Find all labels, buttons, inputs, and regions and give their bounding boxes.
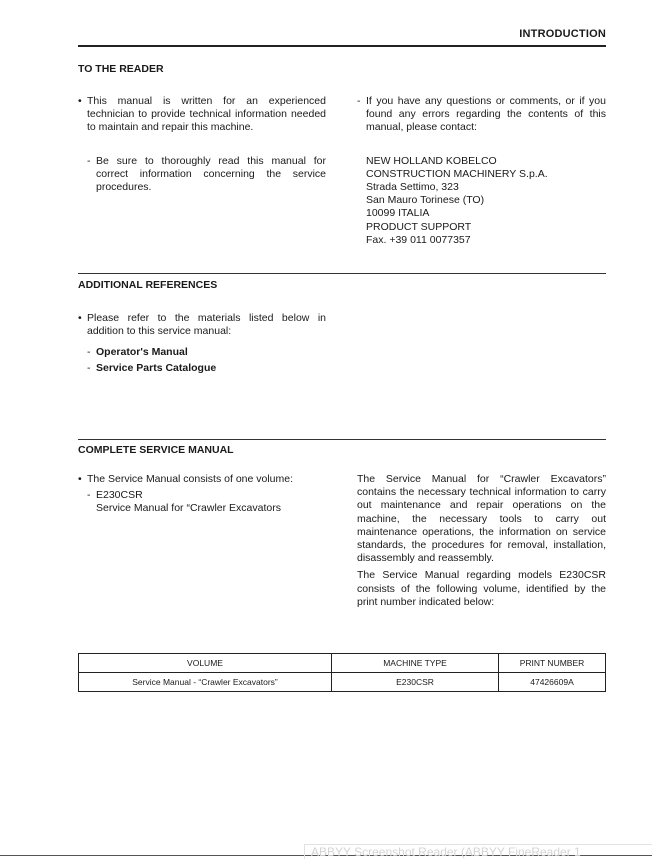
table-header-row: [79, 654, 606, 673]
section-title-complete-service-manual: COMPLETE SERVICE MANUAL: [78, 444, 234, 456]
column-header-machine-type: MACHINE TYPE: [332, 654, 499, 673]
contact-line: PRODUCT SUPPORT: [366, 220, 472, 233]
section-divider: [78, 439, 606, 440]
cell-volume: Service Manual - “Crawler Excavators”: [79, 673, 332, 692]
references-bullet: • Please refer to the materials listed below in addition to this service manual:: [78, 312, 326, 338]
header-rule: [78, 45, 606, 47]
table-row: [79, 673, 606, 692]
intro-bullet: • This manual is written for an experienced technician to provide technical information needed to maintain and repair this machine.: [78, 95, 326, 135]
contact-dash-item: - If you have any questions or comments, or if you found any errors regarding the contents of this manual, please contact:: [357, 95, 606, 134]
contact-line: 10099 ITALIA: [366, 207, 430, 220]
to-the-reader-right-column: [357, 95, 606, 247]
manual-description-paragraph: The Service Manual for “Crawler Excavators” contains the necessary technical information to carry out maintenance and repair operations on the machine, the necessary tools to carry out maintenance operations, the information on service standards, the procedures for removal, installation, disassembly and reassembly.: [357, 473, 606, 565]
contact-line: Strada Settimo, 323: [366, 180, 459, 193]
read-manual-dash-item: - Be sure to thoroughly read this manual for correct information concerning the service procedures.: [87, 154, 326, 194]
complete-manual-right-column: [357, 473, 606, 609]
volume-description: Service Manual for “Crawler Excavators: [96, 502, 281, 515]
section-title-additional-references: ADDITIONAL REFERENCES: [78, 279, 218, 291]
volume-model: E230CSR: [96, 489, 143, 502]
contact-line: CONSTRUCTION MACHINERY S.p.A.: [366, 167, 548, 180]
reference-item-operators-manual: - Operator's Manual: [87, 346, 188, 359]
section-title-to-the-reader: TO THE READER: [78, 63, 164, 75]
contact-line: NEW HOLLAND KOBELCO: [366, 154, 497, 167]
reference-item-service-parts-catalogue: - Service Parts Catalogue: [87, 362, 217, 375]
contact-address-block: [357, 155, 606, 247]
manual-volume-paragraph: The Service Manual regarding models E230CSR consists of the following volume, identified by the print number indicated below:: [357, 569, 606, 608]
column-header-print-number: PRINT NUMBER: [499, 654, 606, 673]
column-header-volume: VOLUME: [79, 654, 332, 673]
volume-bullet: • The Service Manual consists of one volume:: [78, 473, 326, 486]
section-divider: [78, 273, 606, 274]
to-the-reader-left-column: [78, 95, 326, 194]
complete-manual-left-column: [78, 473, 326, 516]
read-manual-text: Be sure to thoroughly read this manual for correct information concerning the service procedures.: [96, 154, 326, 194]
volume-dash-item: - E230CSR Service Manual for “Crawler Excavators: [78, 489, 326, 515]
cell-machine-type: E230CSR: [332, 673, 499, 692]
volume-table: [78, 653, 606, 692]
page-header-title: INTRODUCTION: [519, 28, 606, 40]
additional-references-column: [78, 312, 326, 378]
contact-line: San Mauro Torinese (TO): [366, 194, 485, 207]
contact-intro-text: If you have any questions or comments, or if you found any errors regarding the contents of this manual, please contact:: [366, 95, 606, 134]
screenshot-watermark: ABBYY Screenshot Reader (ABBYY FineReader 1: [304, 844, 652, 859]
contact-fax-line: Fax. +39 011 0077357: [366, 233, 471, 246]
cell-print-number: 47426609A: [499, 673, 606, 692]
